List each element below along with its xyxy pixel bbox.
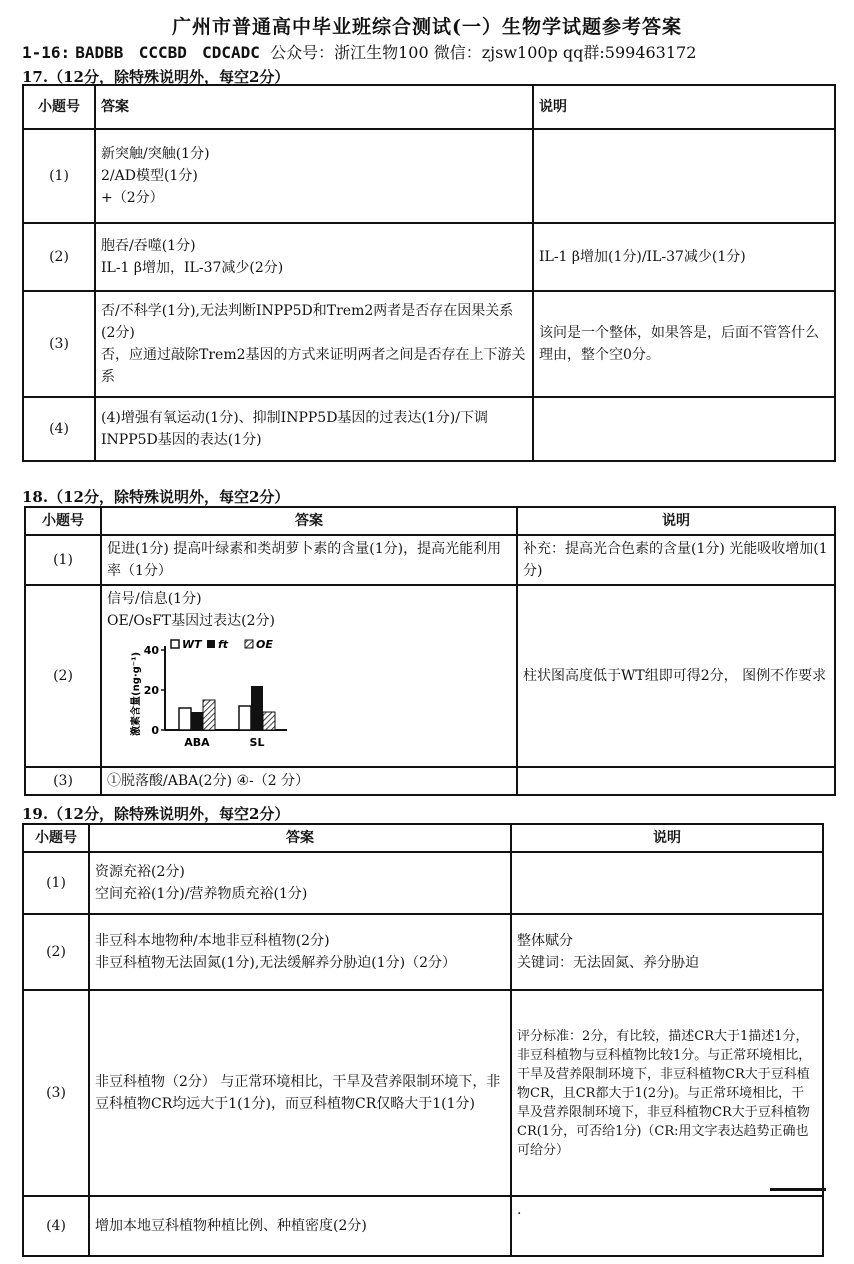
choice-answer-group-3: CDCADC (202, 43, 260, 62)
y-tick-label: 0 (151, 724, 159, 737)
legend-label-ft: ft (218, 638, 229, 651)
col-header-no: 小题号 (23, 824, 89, 852)
row-number: (4) (23, 1196, 89, 1256)
table-header-row (25, 507, 835, 535)
answer-line: 资源充裕(2分) (95, 864, 185, 880)
hormone-bar-chart (127, 636, 347, 756)
col-header-answer: 答案 (95, 85, 533, 129)
bar-ft-sl (251, 686, 263, 730)
table-row (23, 291, 835, 397)
answer-cell: (4)增强有氧运动(1分)、抑制INPP5D基因的过表达(1分)/下调INPP5D基因的表达(1分) (95, 397, 533, 461)
col-header-answer: 答案 (89, 824, 511, 852)
promo-text: 公众号：浙江生物100 微信：zjsw100p qq群:599463172 (270, 43, 697, 62)
legend-label-oe: OE (256, 638, 273, 651)
q18-table (24, 506, 836, 796)
q17-heading: 17.（12分，除特殊说明外，每空2分） (22, 68, 290, 86)
q18-heading: 18.（12分，除特殊说明外，每空2分） (22, 488, 290, 506)
answer-cell (89, 852, 511, 914)
note-cell: . (511, 1196, 823, 1256)
row-number: (3) (25, 767, 101, 795)
q17-table (22, 84, 836, 462)
answer-line: IL-1 β增加，IL-37减少(2分) (101, 260, 284, 276)
x-tick-label: SL (249, 736, 265, 749)
chart-legend (171, 638, 273, 651)
answer-line: +（2分） (101, 190, 164, 206)
table-row (25, 585, 835, 767)
bar-wt-aba (179, 708, 191, 730)
note-cell: 该问是一个整体，如果答是，后面不管答什么理由，整个空0分。 (533, 291, 835, 397)
legend-swatch-oe (245, 640, 253, 648)
row-number: (2) (23, 223, 95, 291)
answer-line: 否，应通过敲除Trem2基因的方式来证明两者之间是否存在上下游关系 (101, 347, 526, 385)
note-cell: 柱状图高度低于WT组即可得2分， 图例不作要求 (517, 585, 835, 767)
note-cell: 补充：提高光合色素的含量(1分) 光能吸收增加(1分) (517, 535, 835, 585)
choice-answer-group-1: BADBB (75, 43, 124, 62)
answer-line: 非豆科本地物种/本地非豆科植物(2分) (95, 933, 330, 949)
answer-cell: ①脱落酸/ABA(2分) ④-（2 分） (101, 767, 517, 795)
choice-answer-group-2: CCCBD (138, 43, 187, 62)
row-number: (3) (23, 291, 95, 397)
answer-line: 信号/信息(1分) (107, 591, 202, 607)
col-header-note: 说明 (533, 85, 835, 129)
answer-line: 否/不科学(1分),无法判断INPP5D和Trem2两者是否存在因果关系(2分) (101, 303, 514, 341)
table-row (23, 129, 835, 223)
table-header-row (23, 85, 835, 129)
answer-line: 胞吞/吞噬(1分) (101, 238, 196, 254)
row-number: (1) (23, 852, 89, 914)
answer-cell (95, 291, 533, 397)
col-header-note: 说明 (511, 824, 823, 852)
y-ticks (144, 644, 165, 737)
y-tick-label: 40 (143, 644, 159, 657)
note-line: 整体赋分 (517, 933, 573, 949)
table-row (23, 914, 823, 990)
table-header-row (23, 824, 823, 852)
col-header-no: 小题号 (25, 507, 101, 535)
legend-swatch-ft (207, 640, 215, 648)
choice-answers (22, 40, 696, 63)
table-row (23, 1196, 823, 1256)
table-row (23, 397, 835, 461)
row-number: (2) (25, 585, 101, 767)
table-row (23, 223, 835, 291)
answer-line: OE/OsFT基因过表达(2分) (107, 613, 275, 629)
q19-table (22, 823, 824, 1257)
x-tick-labels (184, 736, 264, 749)
table-row (25, 767, 835, 795)
chart-bars (179, 686, 275, 730)
row-number: (2) (23, 914, 89, 990)
note-cell (533, 397, 835, 461)
bar-oe-aba (203, 700, 215, 730)
answer-cell (95, 129, 533, 223)
note-cell (517, 767, 835, 795)
note-cell (511, 914, 823, 990)
col-header-answer: 答案 (101, 507, 517, 535)
col-header-note: 说明 (517, 507, 835, 535)
row-number: (3) (23, 990, 89, 1196)
bar-wt-sl (239, 706, 251, 730)
note-cell (511, 852, 823, 914)
note-line: 关键词：无法固氮、养分胁迫 (517, 955, 699, 971)
answer-cell: 增加本地豆科植物种植比例、种植密度(2分) (89, 1196, 511, 1256)
x-tick-label: ABA (184, 736, 210, 749)
arrow-line (770, 1188, 826, 1191)
table-row (25, 535, 835, 585)
row-number: (1) (25, 535, 101, 585)
row-number: (1) (23, 129, 95, 223)
answer-line: 新突触/突触(1分) (101, 146, 210, 162)
answer-line: 非豆科植物无法固氮(1分),无法缓解养分胁迫(1分)（2分） (95, 955, 457, 971)
col-header-no: 小题号 (23, 85, 95, 129)
y-tick-label: 20 (143, 684, 159, 697)
note-cell: 评分标准：2分，有比较，描述CR大于1描述1分， 非豆科植物与豆科植物比较1分。与正常环境相比，干旱及营养限制环境下，非豆科植物CR大于豆科植物CR，且CR都大于1(2分)。与正常环境相比，干旱及营养限制环境下，非豆科植物CR大于豆科植物CR(1分，可否给1分)（CR:用文字表达趋势正确也可给分） (511, 990, 823, 1196)
q19-heading: 19.（12分，除特殊说明外，每空2分） (22, 805, 290, 823)
note-cell (533, 129, 835, 223)
answer-cell (95, 223, 533, 291)
row-number: (4) (23, 397, 95, 461)
answer-cell (101, 585, 517, 767)
page-title: 广州市普通高中毕业班综合测试(一）生物学试题参考答案 (172, 16, 682, 38)
choice-label: 1-16: (22, 43, 71, 62)
note-cell: IL-1 β增加(1分)/IL-37减少(1分) (533, 223, 835, 291)
bar-oe-sl (263, 712, 275, 730)
y-axis-label: 激素含量(ng·g⁻¹) (131, 651, 142, 736)
answer-line: 空间充裕(1分)/营养物质充裕(1分) (95, 886, 308, 902)
answer-cell: 促进(1分) 提高叶绿素和类胡萝卜素的含量(1分)，提高光能利用率（1分） (101, 535, 517, 585)
bar-ft-aba (191, 712, 203, 730)
legend-label-wt: WT (182, 638, 202, 651)
answer-line: 2/AD模型(1分) (101, 168, 198, 184)
table-row (23, 990, 823, 1196)
answer-cell (89, 914, 511, 990)
answer-cell: 非豆科植物（2分） 与正常环境相比，干旱及营养限制环境下，非豆科植物CR均远大于1(1分)，而豆科植物CR仅略大于1(1分) (89, 990, 511, 1196)
table-row (23, 852, 823, 914)
legend-swatch-wt (171, 640, 179, 648)
